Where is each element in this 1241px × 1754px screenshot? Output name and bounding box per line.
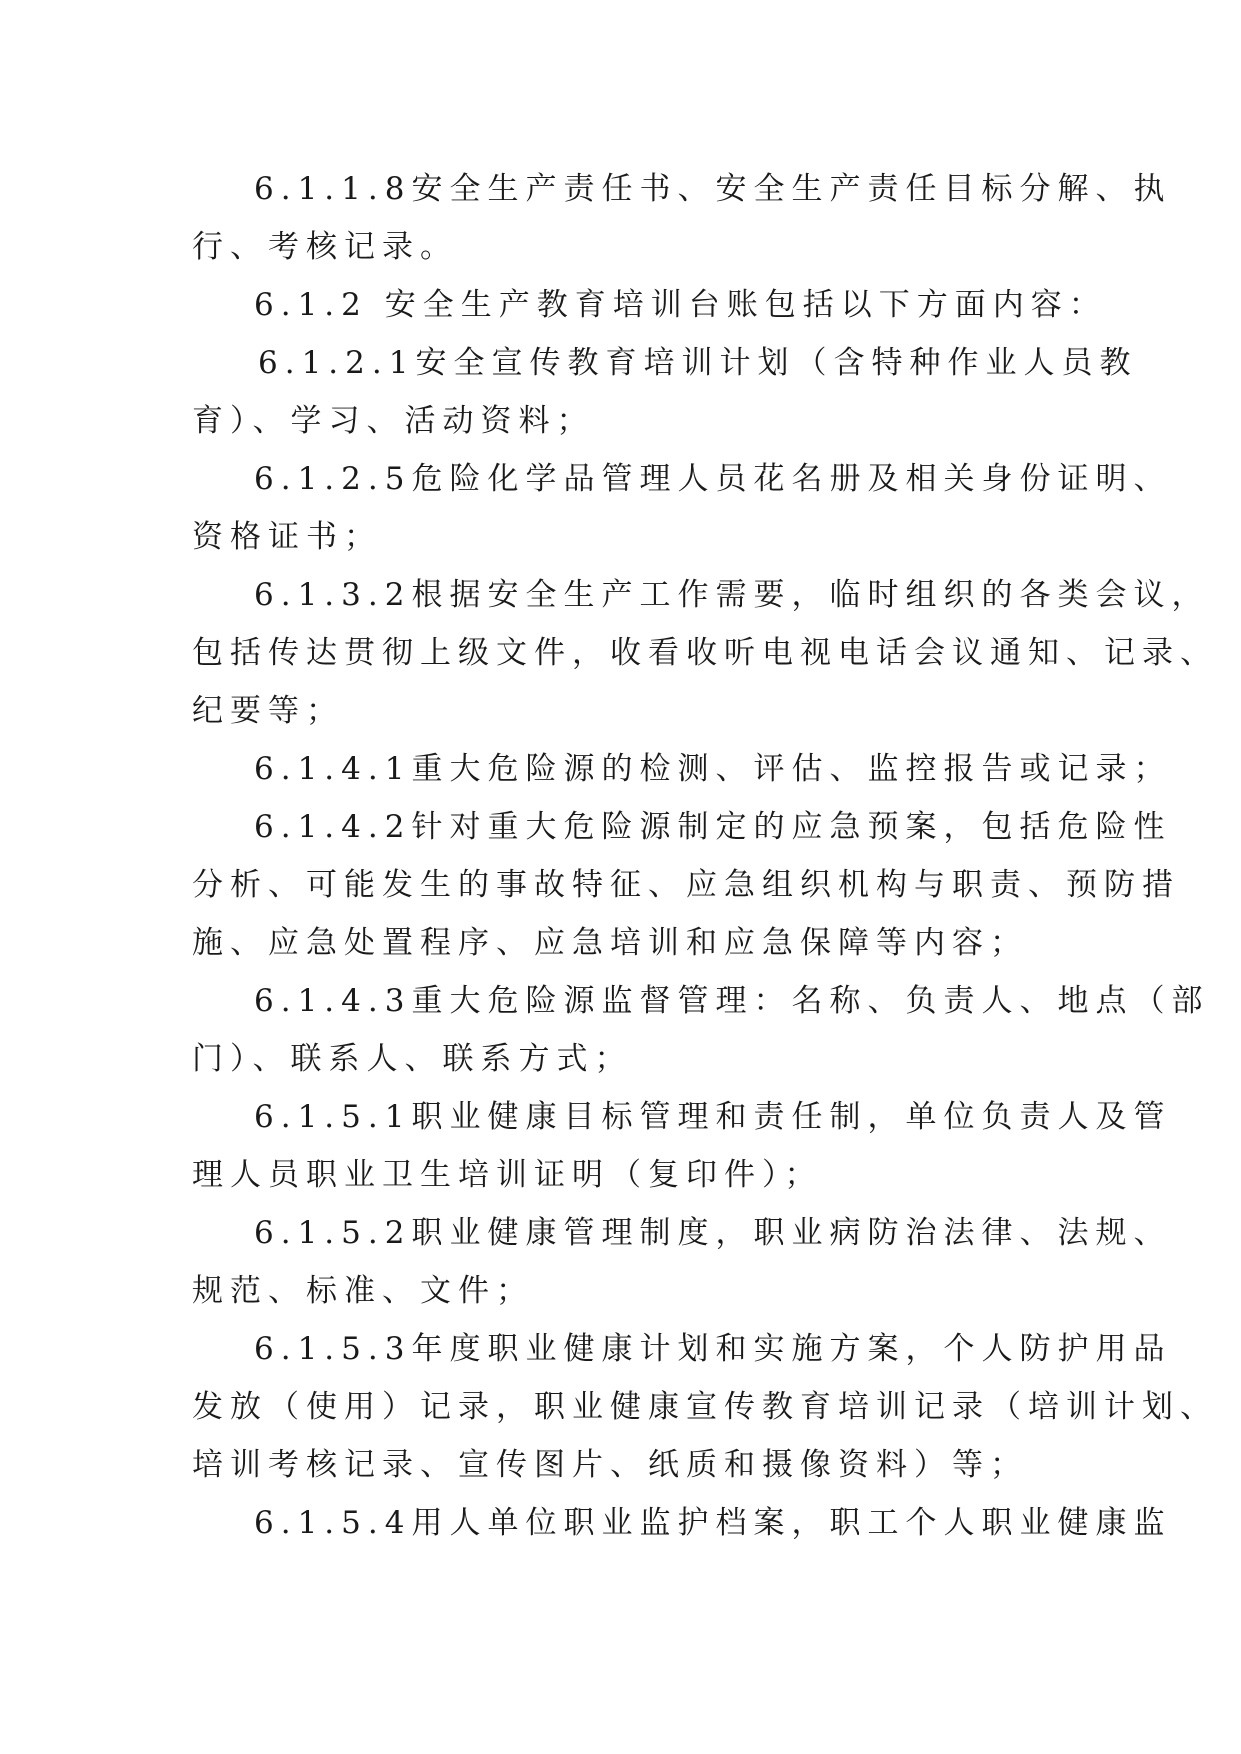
paragraph-line: 6.1.2.1安全宣传教育培训计划（含特种作业人员教	[258, 345, 1138, 381]
document-body	[192, 160, 1218, 1552]
paragraph-line: 发放（使用）记录，职业健康宣传教育培训记录（培训计划、	[192, 1389, 1218, 1425]
paragraph-line: 6.1.5.2职业健康管理制度，职业病防治法律、法规、	[254, 1215, 1172, 1251]
paragraph-line: 6.1.3.2根据安全生产工作需要，临时组织的各类会议，	[254, 577, 1210, 613]
paragraph-line: 培训考核记录、宣传图片、纸质和摄像资料）等；	[192, 1447, 1028, 1483]
paragraph-line: 包括传达贯彻上级文件，收看收听电视电话会议通知、记录、	[192, 635, 1218, 671]
paragraph-line: 门）、联系人、联系方式；	[192, 1041, 633, 1077]
paragraph-line: 育）、学习、活动资料；	[192, 403, 595, 439]
paragraph-line: 6.1.5.4用人单位职业监护档案，职工个人职业健康监	[254, 1505, 1172, 1541]
paragraph-line: 资格证书；	[192, 519, 382, 555]
paragraph-line: 行、考核记录。	[192, 229, 458, 265]
paragraph-line: 6.1.5.1职业健康目标管理和责任制，单位负责人及管	[254, 1099, 1172, 1135]
paragraph-line: 规范、标准、文件；	[192, 1273, 534, 1309]
paragraph-line: 6.1.2.5危险化学品管理人员花名册及相关身份证明、	[254, 461, 1172, 497]
paragraph-line: 分析、可能发生的事故特征、应急组织机构与职责、预防措	[192, 867, 1180, 903]
paragraph-line: 6.1.1.8安全生产责任书、安全生产责任目标分解、执	[254, 171, 1172, 207]
paragraph-line: 6.1.5.3年度职业健康计划和实施方案，个人防护用品	[254, 1331, 1172, 1367]
paragraph-line: 理人员职业卫生培训证明（复印件）；	[192, 1157, 823, 1193]
paragraph-line: 6.1.2 安全生产教育培训台账包括以下方面内容：	[254, 287, 1107, 323]
paragraph-line: 6.1.4.1重大危险源的检测、评估、监控报告或记录；	[254, 751, 1172, 787]
paragraph-line: 6.1.4.2针对重大危险源制定的应急预案，包括危险性	[254, 809, 1172, 845]
paragraph-line: 施、应急处置程序、应急培训和应急保障等内容；	[192, 925, 1028, 961]
paragraph-line: 纪要等；	[192, 693, 344, 729]
paragraph-line: 6.1.4.3重大危险源监督管理：名称、负责人、地点（部	[254, 983, 1210, 1019]
